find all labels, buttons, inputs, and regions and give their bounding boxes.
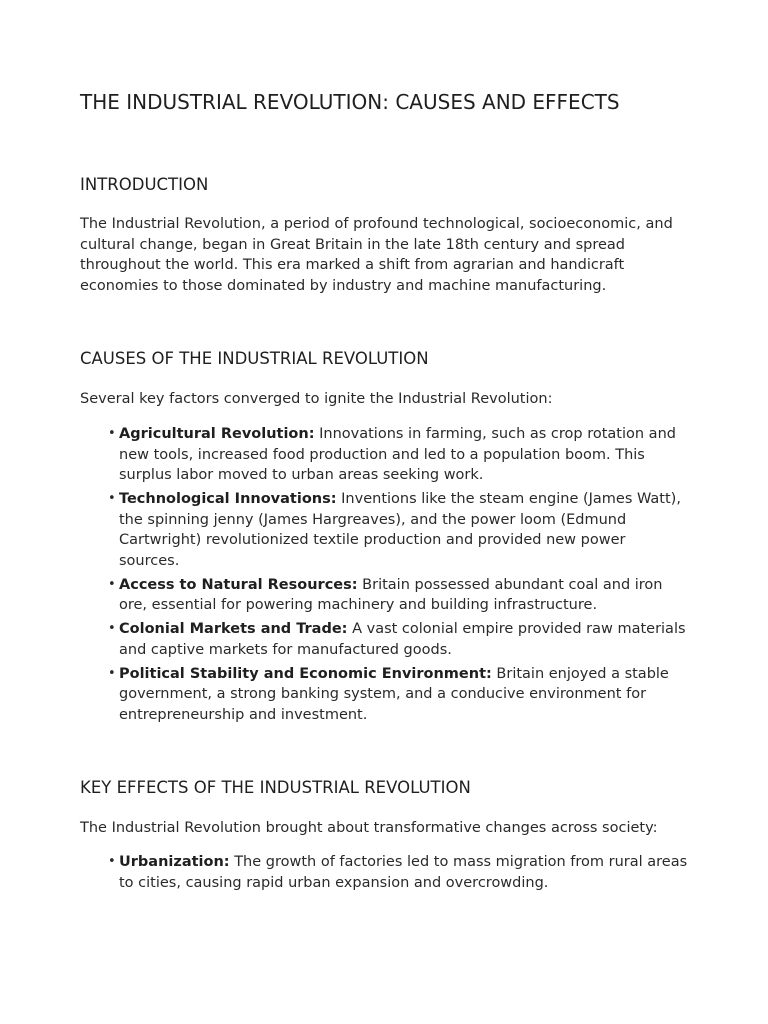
bullet-icon: • [108,576,116,592]
list-item-text: Inventions like the steam engine (James Watt), the spinning jenny (James Hargreaves), and the power loom (Edmund Cartwright) revolutionized textile production and provided new power sources. [119,491,681,569]
list-item [80,424,688,486]
introduction-paragraph: The Industrial Revolution, a period of profound technological, socioeconomic, and cultural change, began in Great Britain in the late 18th century and spread throughout the world. This era marked a shift from agrarian and handicraft economies to those dominated by industry and machine manufacturing. [80,216,673,294]
causes-intro: Several key factors converged to ignite the Industrial Revolution: [80,391,553,407]
list-item-term: Agricultural Revolution: [119,426,315,442]
effects-list [80,852,688,897]
list-item [80,619,688,660]
list-item [80,852,688,893]
effects-heading: KEY EFFECTS OF THE INDUSTRIAL REVOLUTION [80,778,471,797]
list-item [80,489,688,571]
list-item-term: Urbanization: [119,854,230,870]
list-item-term: Colonial Markets and Trade: [119,621,348,637]
bullet-icon: • [108,491,116,506]
bullet-icon: • [108,621,116,636]
introduction-heading: INTRODUCTION [80,175,209,194]
document-title: THE INDUSTRIAL REVOLUTION: CAUSES AND EFFECTS [80,90,620,114]
list-item-text: The growth of factories led to mass migration from rural areas to cities, causing rapid urban expansion and overcrowding. [119,854,688,891]
list-item-text: Britain enjoyed a stable government, a strong banking system, and a conducive environment for entrepreneurship and investment. [119,665,669,723]
bullet-icon: • [108,854,116,869]
list-item [80,664,688,726]
bullet-icon: • [108,426,116,441]
list-item-term: Access to Natural Resources: [119,576,358,593]
list-item [80,575,688,616]
causes-heading: CAUSES OF THE INDUSTRIAL REVOLUTION [80,349,429,368]
list-item-term: Technological Innovations: [119,491,337,507]
effects-intro: The Industrial Revolution brought about transformative changes across society: [80,820,658,836]
list-item-text: A vast colonial empire provided raw materials and captive markets for manufactured goods. [119,621,686,658]
bullet-icon: • [108,665,116,681]
causes-list [80,424,688,729]
list-item-term: Political Stability and Economic Environment: [119,665,492,682]
list-item-text: Innovations in farming, such as crop rotation and new tools, increased food production and led to a population boom. This surplus labor moved to urban areas seeking work. [119,426,676,483]
list-item-text: Britain possessed abundant coal and iron ore, essential for powering machinery and building infrastructure. [119,576,663,613]
